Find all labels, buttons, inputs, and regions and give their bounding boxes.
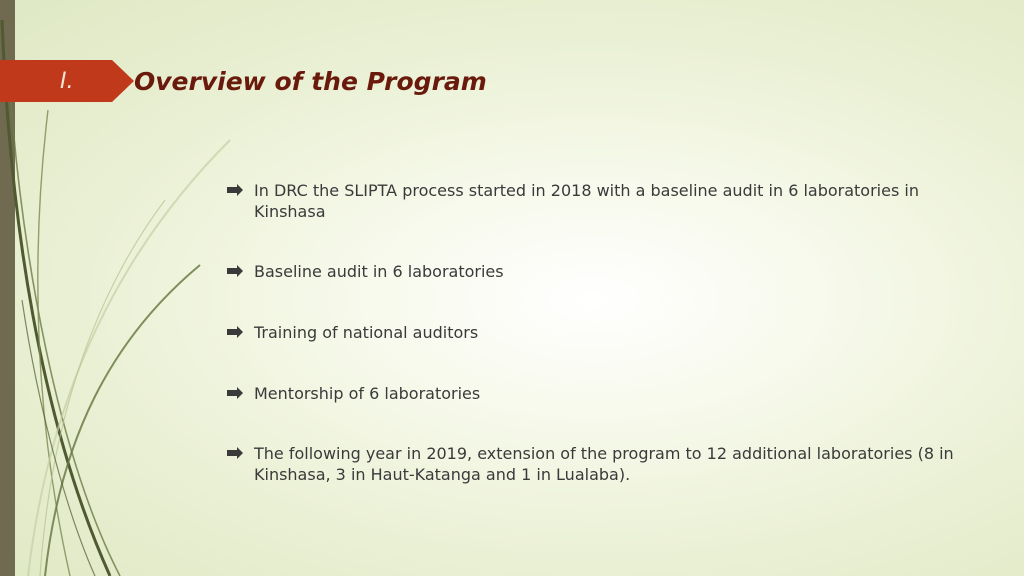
slide-number: I.	[60, 69, 74, 94]
bullet-item	[226, 443, 966, 485]
bullet-item	[226, 261, 966, 282]
bullet-text: The following year in 2019, extension of the program to 12 additional laboratories (8 in Kinshasa, 3 in Haut-Katanga and 1 in Lualaba).	[254, 444, 954, 484]
bullet-text: Training of national auditors	[254, 323, 479, 342]
pencil-arrow-icon	[226, 325, 244, 339]
bullet-item	[226, 383, 966, 404]
bullet-text: Baseline audit in 6 laboratories	[254, 262, 504, 281]
slide-title: Overview of the Program	[134, 67, 487, 96]
bullet-text: In DRC the SLIPTA process started in 2018 with a baseline audit in 6 laboratories in Kinshasa	[254, 181, 919, 221]
bullet-item	[226, 180, 966, 222]
bullet-item	[226, 322, 966, 343]
pencil-arrow-icon	[226, 183, 244, 197]
pencil-arrow-icon	[226, 386, 244, 400]
pencil-arrow-icon	[226, 446, 244, 460]
pencil-arrow-icon	[226, 264, 244, 278]
bullet-text: Mentorship of 6 laboratories	[254, 384, 481, 403]
